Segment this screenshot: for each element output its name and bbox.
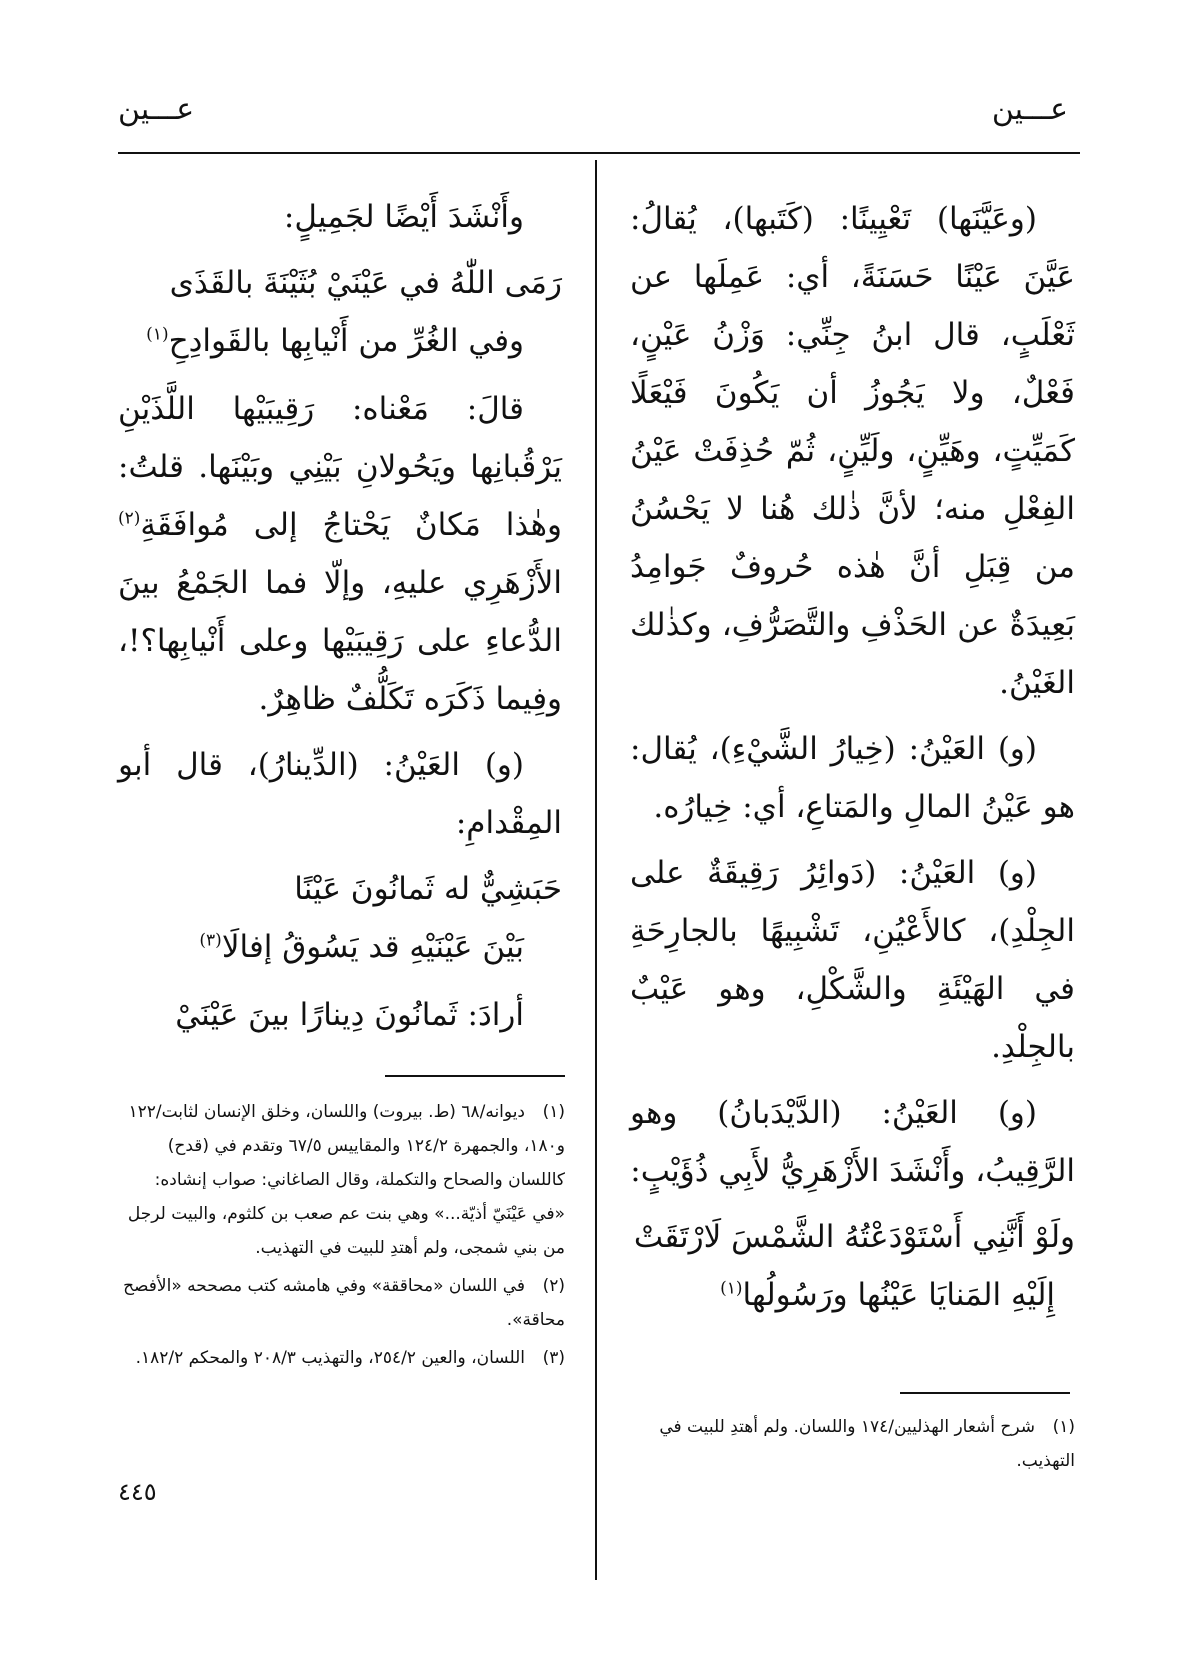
poem-abu-dhuayb — [630, 1208, 1075, 1324]
entry-paragraph-dinar: (و) العَيْنُ: (الدِّينارُ)، قال أبو المِقْدامِ: — [118, 747, 562, 841]
poem-hemistich-2-text: بَيْنَ عَيْنَيْهِ قد يَسُوقُ إفالَا — [221, 929, 524, 965]
footnote-rule-right — [900, 1392, 1070, 1394]
footnotes-right — [630, 1410, 1075, 1482]
left-column — [118, 188, 562, 1052]
footnote-text: اللسان، والعين ٢٥٤/٢، والتهذيب ٢٠٨/٣ والمحكم ١٨٢/٢. — [135, 1348, 525, 1368]
footnote-rule-left — [385, 1075, 565, 1077]
footnote-ref: (٢) — [118, 508, 141, 529]
footnote-number: (١) — [542, 1102, 565, 1122]
poem-hemistich-1: رَمَى اللّٰهُ في عَيْنَيْ بُثَيْنَةَ بالقَذَى — [169, 265, 562, 301]
footnote — [118, 1341, 565, 1375]
entry-paragraph-watchman: (و) العَيْنُ: (الدَّيْدَبانُ) وهو الرَّقِيبُ، وأَنْشَدَ الأَزْهَرِيُّ لأَبِي ذُؤَيْبٍ: — [630, 1095, 1075, 1189]
footnote-text: ديوانه/٦٨ (ط. بيروت) واللسان، وخلق الإنسان لثابت/١٢٢ و١٨٠، والجمهرة ١٢٤/٢ والمقاييس ٦٧/٥ وتقدم في (قدح) كاللسان والصحاح والتكملة، وقال الصاغاني: صواب إنشاده: «في عَيْنَيّ أذيّة...» وهي بنت عم صعب بن كلثوم، والبيت لرجل من بني شمجى، ولم أهتدِ للبيت في التهذيب. — [127, 1102, 565, 1258]
commentary-text-a: قالَ: مَعْناه: رَقِيبَيْها اللَّذَيْنِ يَرْقُبانِها ويَحُولانِ بَيْنِي وبَيْنَها. قلتُ: وهٰذا مَكانٌ يَحْتاجُ إلى مُوافَقَةِ — [118, 391, 562, 543]
poem-hemistich-2 — [630, 1266, 1075, 1324]
footnote — [118, 1269, 565, 1337]
footnotes-left — [118, 1095, 565, 1379]
poem-hemistich-2-text: إِلَيْهِ المَنايَا عَيْنُها ورَسُولُها — [742, 1277, 1055, 1313]
right-column — [630, 190, 1075, 1334]
running-head-right: عـــين — [991, 92, 1068, 127]
page-number: ٤٤٥ — [118, 1478, 157, 1506]
footnote-text: شرح أشعار الهذليين/١٧٤ واللسان. ولم أهتدِ للبيت في التهذيب. — [659, 1417, 1075, 1471]
poem-hemistich-1: حَبَشِيٌّ له ثَمانُونَ عَيْنًا — [294, 871, 562, 907]
column-divider — [595, 160, 597, 1580]
running-head-left: عـــين — [118, 92, 195, 127]
footnote-text: في اللسان «محاققة» وفي هامشه كتب مصححه «الأفصح محاقة». — [123, 1276, 565, 1330]
poem-abu-almiqdam — [118, 860, 562, 976]
poem-hemistich-2 — [118, 918, 562, 976]
explanation-line: أرادَ: ثَمانُونَ دِينارًا بينَ عَيْنَيْ — [175, 997, 524, 1033]
entry-paragraph-best: (و) العَيْنُ: (خِيارُ الشَّيْءِ)، يُقال: هو عَيْنُ المالِ والمَتاعِ، أي: خِيارُه. — [630, 731, 1075, 825]
poem-hemistich-1: ولَوْ أَنَّنِي أَسْتَوْدَعْتُهُ الشَّمْسَ لَارْتَقَتْ — [633, 1219, 1075, 1255]
header-rule — [118, 152, 1080, 154]
entry-paragraph-skin: (و) العَيْنُ: (دَوائِرُ رَقِيقَةٌ على الجِلْدِ)، كالأَعْيُنِ، تَشْبِيهًا بالجارِحَةِ في الهَيْئَةِ والشَّكْلِ، وهو عَيْبٌ بالجِلْدِ. — [630, 855, 1075, 1065]
poem-hemistich-2 — [118, 312, 562, 370]
poem-hemistich-2-text: وفي الغُرِّ من أَنْيابِها بالقَوادِحِ — [168, 323, 524, 359]
footnote-number: (٢) — [542, 1276, 565, 1296]
footnote-number: (٣) — [542, 1348, 565, 1368]
commentary-text-b: الأَزْهَرِي عليهِ، وإلّا فما الجَمْعُ بينَ الدُّعاءِ على رَقِيبَيْها وعلى أَنْيابِها؟!، وفِيما ذَكَرَه تَكَلُّفٌ ظاهِرٌ. — [118, 565, 562, 717]
footnote — [630, 1410, 1075, 1478]
footnote-ref: (٣) — [199, 930, 222, 951]
footnote — [118, 1095, 565, 1265]
footnote-ref: (١) — [146, 324, 169, 345]
footnote-number: (١) — [1052, 1417, 1075, 1437]
footnote-ref: (١) — [720, 1278, 743, 1299]
intro-line: وأَنْشَدَ أَيْضًا لجَمِيلٍ: — [283, 199, 524, 235]
commentary-paragraph — [118, 380, 562, 728]
entry-paragraph-writing: (وعَيَّنَها) تَعْيِينًا: (كَتَبها)، يُقالُ: عَيَّنَ عَيْنًا حَسَنَةً، أي: عَمِلَها عن ثَعْلَبٍ، قال ابنُ جِنِّي: وَزْنُ عَيْنٍ، فَعْلٌ، ولا يَجُوزُ أن يَكُونَ فَيْعَلًا كَمَيِّتٍ، وهَيِّنٍ، ولَيِّنٍ، ثُمّ حُذِفَتْ عَيْنُ الفِعْلِ منه؛ لأنَّ ذٰلك هُنا لا يَحْسُنُ من قِبَلِ أنَّ هٰذه حُروفٌ جَوامِدُ بَعِيدَةٌ عن الحَذْفِ والتَّصَرُّفِ، وكذٰلك الغَيْنُ. — [630, 201, 1075, 701]
poem-jamil — [118, 254, 562, 370]
